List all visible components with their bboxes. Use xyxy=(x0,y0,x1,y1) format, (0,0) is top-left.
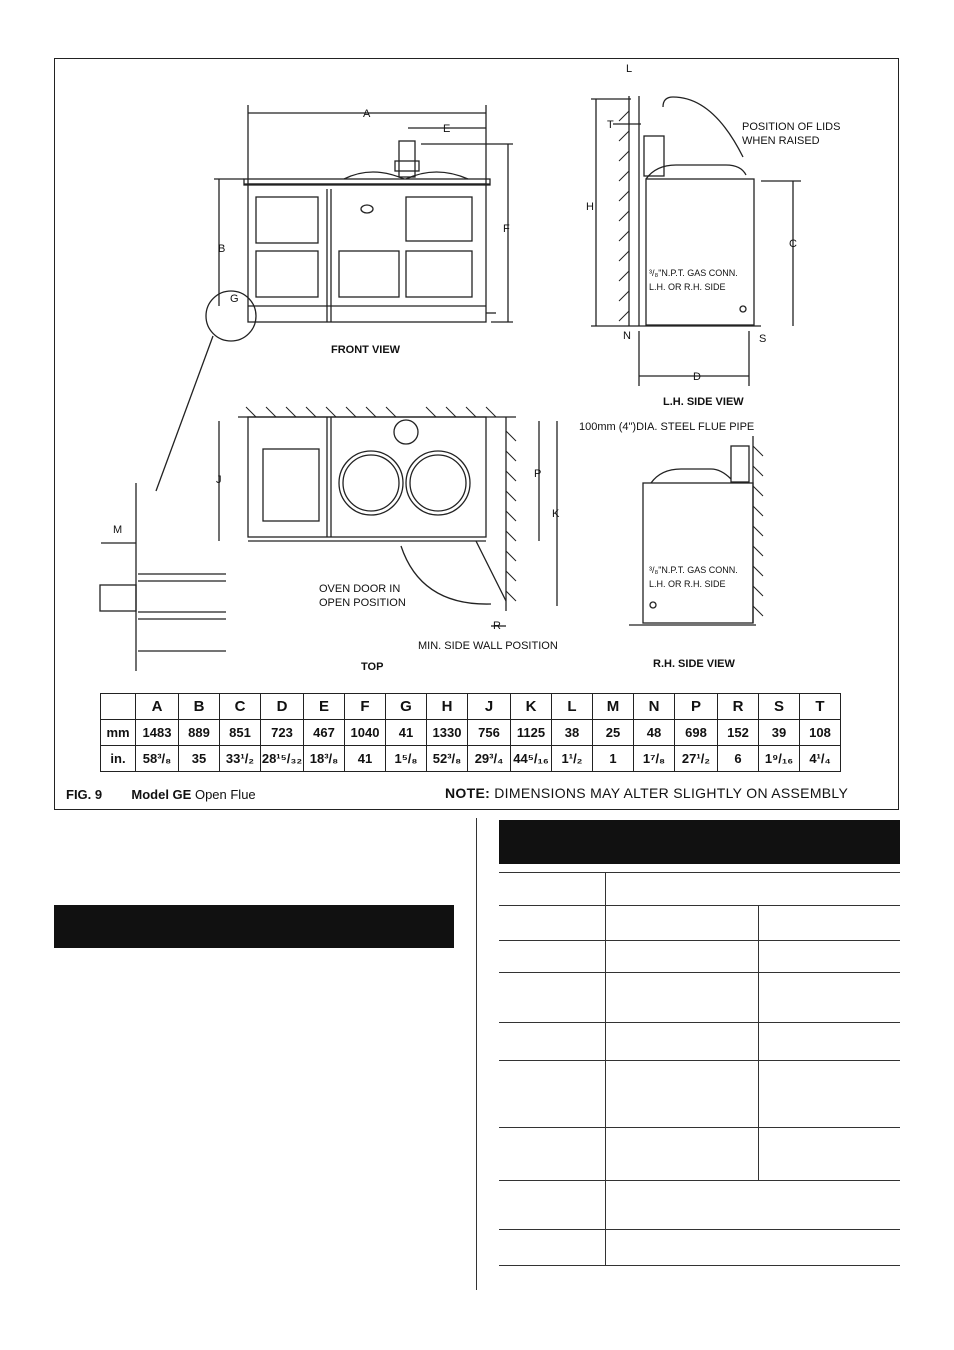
dim-letter-d: D xyxy=(693,371,701,383)
front-view-drawing xyxy=(156,105,513,491)
oven-door-annotation-line2: OPEN POSITION xyxy=(319,597,406,609)
dim-letter-p: P xyxy=(534,468,542,480)
table-cell: 58³/₈ xyxy=(136,746,179,772)
table-cell: D xyxy=(261,694,304,720)
lh-side-view-label: L.H. SIDE VIEW xyxy=(663,396,744,408)
table-cell: R xyxy=(718,694,759,720)
table-cell: 1040 xyxy=(345,720,386,746)
table-cell: 467 xyxy=(304,720,345,746)
spec-table-rule xyxy=(499,1180,900,1181)
dim-letter-l: L xyxy=(626,63,633,75)
table-cell: 38 xyxy=(552,720,593,746)
spec-table-rule xyxy=(499,905,900,906)
table-cell: 1330 xyxy=(427,720,468,746)
dim-letter-s: S xyxy=(759,333,767,345)
gas-annotation-rh-line1: ³/₈"N.P.T. GAS CONN. xyxy=(649,565,738,575)
table-cell: N xyxy=(634,694,675,720)
dim-letter-b: B xyxy=(218,243,226,255)
dim-letter-j: J xyxy=(216,474,222,486)
table-cell: 1125 xyxy=(511,720,552,746)
dim-letter-c: C xyxy=(789,238,797,250)
table-cell: J xyxy=(468,694,511,720)
table-cell: E xyxy=(304,694,345,720)
dim-letter-g: G xyxy=(230,293,239,305)
table-cell: 29³/₄ xyxy=(468,746,511,772)
table-cell: 1⁹/₁₆ xyxy=(759,746,800,772)
table-cell: 1 xyxy=(593,746,634,772)
table-cell: mm xyxy=(101,720,136,746)
table-cell: 108 xyxy=(800,720,841,746)
gas-annotation-lh-line2: L.H. OR R.H. SIDE xyxy=(649,282,726,292)
table-cell: 18³/₈ xyxy=(304,746,345,772)
table-cell: A xyxy=(136,694,179,720)
table-cell: 28¹⁵/₃₂ xyxy=(261,746,304,772)
figure-flue-type: Open Flue xyxy=(194,787,256,802)
section-heading-bar-right xyxy=(499,820,900,864)
dim-letter-k: K xyxy=(552,508,560,520)
oven-door-annotation-line1: OVEN DOOR IN xyxy=(319,583,401,595)
flue-pipe-annotation: 100mm (4")DIA. STEEL FLUE PIPE xyxy=(579,421,755,433)
table-cell: 25 xyxy=(593,720,634,746)
table-cell: T xyxy=(800,694,841,720)
figure-number: FIG. 9 xyxy=(66,787,103,802)
table-cell: 698 xyxy=(675,720,718,746)
gas-annotation-lh-line1: ³/₈"N.P.T. GAS CONN. xyxy=(649,268,738,278)
table-row xyxy=(101,746,841,772)
spec-table-rule xyxy=(499,1127,900,1128)
table-cell: M xyxy=(593,694,634,720)
table-cell: B xyxy=(179,694,220,720)
table-cell: 889 xyxy=(179,720,220,746)
dim-letter-a: A xyxy=(363,108,371,120)
table-cell: 41 xyxy=(386,720,427,746)
table-cell: 48 xyxy=(634,720,675,746)
table-cell: 1483 xyxy=(136,720,179,746)
note-label: NOTE: xyxy=(445,785,491,801)
spec-table-rule xyxy=(499,972,900,973)
spec-table-rule xyxy=(499,1265,900,1266)
table-cell: G xyxy=(386,694,427,720)
table-cell: 851 xyxy=(220,720,261,746)
dimensions-table xyxy=(100,693,841,772)
table-cell: 723 xyxy=(261,720,304,746)
table-cell: P xyxy=(675,694,718,720)
spec-table-rule xyxy=(499,872,900,873)
dimensions-note xyxy=(445,785,848,801)
min-wall-annotation: MIN. SIDE WALL POSITION xyxy=(418,640,558,652)
rh-side-view-label: R.H. SIDE VIEW xyxy=(653,658,735,670)
lids-annotation-line1: POSITION OF LIDS xyxy=(742,121,841,133)
dim-letter-e: E xyxy=(443,123,451,135)
top-view-label: TOP xyxy=(361,661,384,673)
spec-table-rule xyxy=(499,1229,900,1230)
spec-table-rule xyxy=(499,1060,900,1061)
dim-letter-t: T xyxy=(607,119,614,131)
table-cell: 35 xyxy=(179,746,220,772)
table-cell: 1⁷/₈ xyxy=(634,746,675,772)
column-divider xyxy=(476,818,477,1290)
dim-letter-m: M xyxy=(113,524,123,536)
table-cell: 4¹/₄ xyxy=(800,746,841,772)
lids-annotation-line2: WHEN RAISED xyxy=(742,135,820,147)
figure-model: Model GE xyxy=(131,787,192,802)
table-cell: 756 xyxy=(468,720,511,746)
spec-table-column-rule xyxy=(605,872,606,1265)
table-cell: L xyxy=(552,694,593,720)
dim-letter-h: H xyxy=(586,201,594,213)
section-heading-bar-left xyxy=(54,905,454,948)
table-cell: 41 xyxy=(345,746,386,772)
table-cell: K xyxy=(511,694,552,720)
table-row xyxy=(101,720,841,746)
table-cell: 52³/₈ xyxy=(427,746,468,772)
table-cell: 33¹/₂ xyxy=(220,746,261,772)
table-cell: H xyxy=(427,694,468,720)
table-cell: C xyxy=(220,694,261,720)
table-cell: F xyxy=(345,694,386,720)
spec-table-rule xyxy=(499,940,900,941)
figure-caption xyxy=(66,787,256,802)
dim-letter-r: R xyxy=(493,620,501,632)
table-cell: S xyxy=(759,694,800,720)
wall-hatching xyxy=(246,111,763,616)
front-view-label: FRONT VIEW xyxy=(331,344,401,356)
spec-table-column-rule xyxy=(758,905,759,1180)
table-cell: 6 xyxy=(718,746,759,772)
table-cell: 27¹/₂ xyxy=(675,746,718,772)
table-cell: in. xyxy=(101,746,136,772)
dim-letter-f: F xyxy=(503,223,510,235)
note-text: DIMENSIONS MAY ALTER SLIGHTLY ON ASSEMBLY xyxy=(494,785,849,801)
spec-table-rule xyxy=(499,1022,900,1023)
table-cell: 152 xyxy=(718,720,759,746)
table-cell xyxy=(101,694,136,720)
table-cell: 39 xyxy=(759,720,800,746)
table-cell: 44⁵/₁₆ xyxy=(511,746,552,772)
table-row xyxy=(101,694,841,720)
dim-letter-n: N xyxy=(623,330,631,342)
gas-annotation-rh-line2: L.H. OR R.H. SIDE xyxy=(649,579,726,589)
rh-side-view-drawing xyxy=(629,436,756,625)
table-cell: 1⁵/₈ xyxy=(386,746,427,772)
table-cell: 1¹/₂ xyxy=(552,746,593,772)
